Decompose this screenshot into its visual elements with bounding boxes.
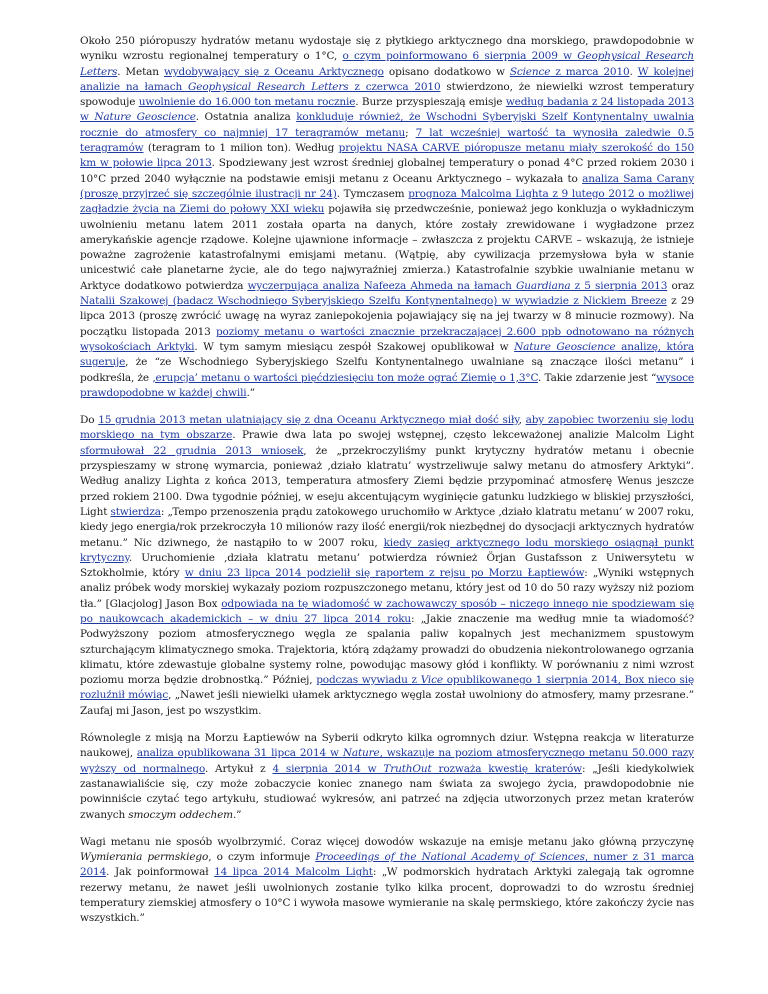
- article-paragraph: [80, 731, 694, 823]
- article-link[interactable]: [383, 763, 431, 775]
- body-text: . Spodziewany jest wzrost średniej globalnej temperatury o ponad 4°C przed rokiem 2030 i 10°C przed 2040 wyłącznie na podstawie emisji metanu z Oceanu Arktycznego – wykazała to: [80, 157, 694, 185]
- body-text: : „Tempo przenoszenia prądu zatokowego uruchomiło w Arktyce ‚działo klatratu metanu’ w 2007 roku, kiedy jego energia/rok przekroczyła 10 milionów razy ilość energii/rok niezbędnej do dysocjacji arktycznych hydratów metanu.” Nic dziwnego, że nastąpiło to w 2007 roku,: [80, 505, 694, 549]
- body-text: : „Jakie znaczenie ma według mnie ta wiadomość? Podwyższony poziom atmosferycznego węgla ze spalania paliw kopalnych jest mechanizmem spustowym szturchającym klimatycznego smoka. Trajektoria, którą zdążamy prowadzi do obudzenia niekontrolowanego ogrzania klimatu, które zdewastuje globalne systemy rolne, powodując masowy głód i konflikty. W porównaniu z nimi wzrost poziomu morza będzie drobnostką.” Później,: [80, 612, 694, 687]
- article-link[interactable]: wysoce prawdopodobne w każdej chwili: [80, 371, 694, 399]
- body-text: : „Wyniki wstępnych analiz próbek wody morskiej wykazały poziom rozpuszczonego metanu, który jest od 10 do 50 razy wyższy niż poziom tła.” [Glacjolog] Jason Box: [80, 567, 694, 610]
- body-text: stwierdzono, że niewielki wzrost temperatury spowoduje: [80, 80, 695, 109]
- article-link[interactable]: aby zapobiec tworzeniu się lodu morskiego na tym obszarze: [80, 414, 694, 442]
- body-text: . Jak poinformował: [106, 866, 215, 879]
- body-text: . Prawie dwa lata po swojej wstępnej, często lekceważonej analizie Malcolm Light: [232, 429, 695, 442]
- article-link[interactable]: według badania z 24 listopada 2013 w: [80, 96, 694, 124]
- article-link[interactable]: w dniu 23 lipca 2014 podzielił się raportem z rejsu po Morzu Łaptiewów: [184, 567, 585, 580]
- body-text: . Takie zdarzenie jest “: [538, 371, 657, 384]
- italic-text: Wymierania permskiego: [80, 851, 209, 864]
- italic-text: Proceedings of the National Academy of Sciences: [315, 851, 585, 864]
- italic-text: Guardiana: [515, 279, 571, 292]
- article-link[interactable]: podczas wywiadu z: [316, 674, 421, 687]
- article-link[interactable]: Natalii Szakowej (badacz Wschodniego Syberyjskiego Szelfu Kontynentalnego) w wywiadzie z Nickiem Breeze: [80, 295, 667, 308]
- article-link[interactable]: stwierdza: [110, 505, 161, 518]
- article-link[interactable]: 4 sierpnia 2014 w: [272, 762, 384, 775]
- body-text: . Ostatnia analiza: [195, 111, 297, 124]
- article-link[interactable]: ‚erupcja’ metanu o wartości pięćdziesięciu ton może ograć Ziemię o 1,3°C: [152, 371, 539, 384]
- article-link[interactable]: z marca 2010: [550, 65, 630, 78]
- article-link[interactable]: z 5 sierpnia 2013: [570, 279, 668, 292]
- body-text: .: [629, 65, 638, 78]
- article-link[interactable]: poziomy metanu o wartości znacznie przekraczającej 2.600 ppb odnotowano na różnych wysokościach Arktyki: [80, 325, 694, 353]
- article-link[interactable]: rozważa kwestię kraterów: [431, 762, 582, 775]
- body-text: , że „przekroczyliśmy punkt krytyczny hydratów metanu i obecnie przyspieszamy w stronę wymarcia, ponieważ ‚działo klatratu’ wystrzeliwuje salwy metanu do atmosfery Arktyki”. Według analizy Lighta z końca 2013, temperatura atmosfery Ziemi będzie przypominać atmosferę Wenus jeszcze przed rokiem 2100. Dwa tygodnie później, w eseju akcentującym wyginięcie gatunku ludzkiego w bliskiej przyszłości, Light: [80, 444, 694, 518]
- article-link[interactable]: z czerwca 2010: [348, 80, 441, 93]
- body-text: . Artykuł z: [204, 762, 273, 775]
- body-text: . Uruchomienie ‚działa klatratu metanu’ potwierdza również Örjan Gustafsson z Uniwersytetu w Sztokholmie, który: [80, 551, 694, 580]
- article-link[interactable]: [510, 66, 550, 78]
- article-link[interactable]: sformułował 22 grudnia 2013 wniosek: [80, 444, 304, 457]
- article-link[interactable]: [94, 111, 195, 123]
- italic-text: Nature Geoscience: [514, 340, 616, 353]
- body-text: , że “ze Wschodniego Syberyjskiego Szelfu Kontynentalnego uwalniane są znaczące ilości metanu” i podkreśla, że: [80, 356, 694, 384]
- article-link[interactable]: wyczerpująca analiza Nafeeza Ahmeda na łamach: [247, 279, 516, 292]
- body-text: . W tym samym miesiącu zespół Szakowej opublikował w: [194, 340, 515, 353]
- italic-text: Geophysical Research Letters: [188, 80, 349, 93]
- body-text: Do: [80, 414, 99, 427]
- article-link[interactable]: analiza Sama Carany (proszę przyjrzeć się szczególnie ilustracji nr 24): [80, 172, 694, 200]
- body-text: (teragram to 1 milion ton). Według: [143, 142, 339, 155]
- article-link[interactable]: [421, 674, 443, 686]
- body-text: Około 250 pióropuszy hydratów metanu wydostaje się z płytkiego arktycznego dna morskiego, prawdopodobnie w wyniku wzrostu regionalnej temperatury o 1°C,: [80, 35, 694, 63]
- article-link[interactable]: [514, 341, 615, 353]
- article-link[interactable]: , wskazuje na poziom atmosferycznego metanu 50.000 razy wyższy od normalnego: [80, 747, 694, 775]
- article-link[interactable]: uwolnienie do 16.000 ton metanu rocznie: [138, 96, 356, 109]
- article-link[interactable]: kiedy zasięg arktycznego lodu morskiego osiągnął punkt krytyczny: [80, 536, 694, 564]
- body-text: ,: [518, 414, 526, 427]
- body-text: opisano dodatkowo w: [383, 65, 510, 78]
- body-text: , „Nawet jeśli niewielki ułamek arktycznego węgla został uwolniony do atmosfery, mamy przesrane.” Zaufaj mi Jason, jest po wszystkim.: [80, 689, 694, 717]
- article-link[interactable]: prognoza Malcolma Lighta z 9 lutego 2012 o możliwej zagładzie życia na Ziemi do połowy XXI wieku: [80, 187, 694, 216]
- article-link[interactable]: projektu NASA CARVE pióropusze metanu miały szerokość do 150 km w połowie lipca 2013: [80, 142, 694, 170]
- article-link[interactable]: 14 lipca 2014 Malcolm Light: [214, 866, 373, 879]
- article-link[interactable]: [516, 280, 570, 292]
- italic-text: Vice: [420, 674, 443, 687]
- body-text: .”: [232, 808, 242, 821]
- article-link[interactable]: [343, 747, 380, 759]
- article-paragraph: [80, 413, 694, 719]
- italic-text: smoczym oddechem: [128, 808, 233, 821]
- article-link[interactable]: opublikowanego 1 sierpnia 2014, Box nieco się rozluźnił mówiąc: [80, 674, 695, 702]
- italic-text: TruthOut: [383, 762, 432, 775]
- italic-text: Science: [509, 65, 551, 78]
- article-link[interactable]: konkluduje również, że Wschodni Syberyjski Szelf Kontynentalny uwalnia rocznie do atmosfery co najmniej 17 teragramów metanu: [80, 111, 694, 139]
- body-text: . Burze przyspieszają emisje: [355, 96, 506, 109]
- article-link[interactable]: wydobywający się z Oceanu Arktycznego: [163, 65, 384, 78]
- italic-text: Nature Geoscience: [94, 111, 196, 124]
- body-text: z 29 lipca 2013 (proszę zwrócić uwagę na wyraz zaniepokojenia pojawiający się na jej twarzy w 8 minucie rozmowy). Na początku listopada 2013: [80, 295, 694, 338]
- body-text: .”: [246, 386, 255, 399]
- body-text: : „W podmorskich hydratach Arktyki zalegają tak ogromne rezerwy metanu, że nawet jeśli uwolnionych zostanie tylko kilka procent, doprowadzi to do wzrostu średniej temperatury ziemskiej atmosfery o 10°C i wywoła masowe wymieranie na skalę permskiego, które zakończy życie nas wszystkich.”: [80, 866, 695, 925]
- article-link[interactable]: W kolejnej analizie na łamach: [80, 65, 694, 93]
- article-link[interactable]: [315, 851, 585, 863]
- article-link[interactable]: [188, 81, 348, 93]
- article-link[interactable]: 15 grudnia 2013 metan ulatniający się z dna Oceanu Arktycznego miał dość siły: [98, 414, 519, 427]
- body-text: , o czym informuje: [208, 851, 316, 864]
- body-text: pojawiła się przedwcześnie, ponieważ jego konkluzja o wykładniczym uwolnieniu metanu latem 2011 została oparta na danych, które zostały zrewidowane i wygładzone przez amerykańskie agencje rządowe. Kolejne ujawnione informacje – zwłaszcza z projektu CARVE – wskazują, że istnieje poważne zagrożenie katastrofalnymi emisjami metanu. (Wątpię, aby cywilizacja przemysłowa była w stanie unicestwić całe planetarne życie, ale do tego najwyraźniej zmierza.) Katastrofalnie szybkie uwalnianie metanu w Arktyce dodatkowo potwierdza: [80, 203, 694, 292]
- article-link[interactable]: odpowiada na tę wiadomość w zachowawczy sposób – niczego innego nie spodziewam się po naukowcach akademickich – w dniu 27 lipca 2014 roku: [80, 597, 695, 625]
- article-link[interactable]: analizę, która sugeruje: [80, 340, 694, 369]
- body-text: : „Jeśli kiedykolwiek zastanawialiście się, czy może zobaczycie koniec znanego nam świata za swojego życia, prawdopodobnie nie powinniście czytać tego artykułu, studiować wykresów, ani patrzeć na zdjęcia utworzonych przez metan kraterów zwanych: [80, 762, 694, 821]
- body-text: . Tymczasem: [336, 187, 409, 200]
- italic-text: Geophysical Research Letters: [80, 50, 694, 78]
- body-text: ;: [405, 126, 416, 139]
- article-paragraph: [80, 34, 694, 401]
- italic-text: Nature: [342, 747, 380, 760]
- article-link[interactable]: 7 lat wcześniej wartość ta wynosiła zaledwie 0.5 teragramów: [80, 126, 694, 155]
- article-link[interactable]: o czym poinformowano 6 sierpnia 2009 w: [342, 50, 578, 63]
- body-text: . Metan: [117, 65, 164, 78]
- body-text: oraz: [667, 279, 694, 292]
- body-text: Równolegle z misją na Morzu Łaptiewów na Syberii odkryto kilka ogromnych dziur. Wstępna reakcja w literaturze naukowej,: [80, 732, 694, 760]
- article-link[interactable]: analiza opublikowana 31 lipca 2014 w: [136, 747, 343, 760]
- body-text: Wagi metanu nie sposób wyolbrzymić. Coraz więcej dowodów wskazuje na emisje metanu jako główną przyczynę: [80, 835, 694, 848]
- article-paragraph: [80, 835, 694, 927]
- article-link[interactable]: , numer z 31 marca 2014: [80, 851, 695, 879]
